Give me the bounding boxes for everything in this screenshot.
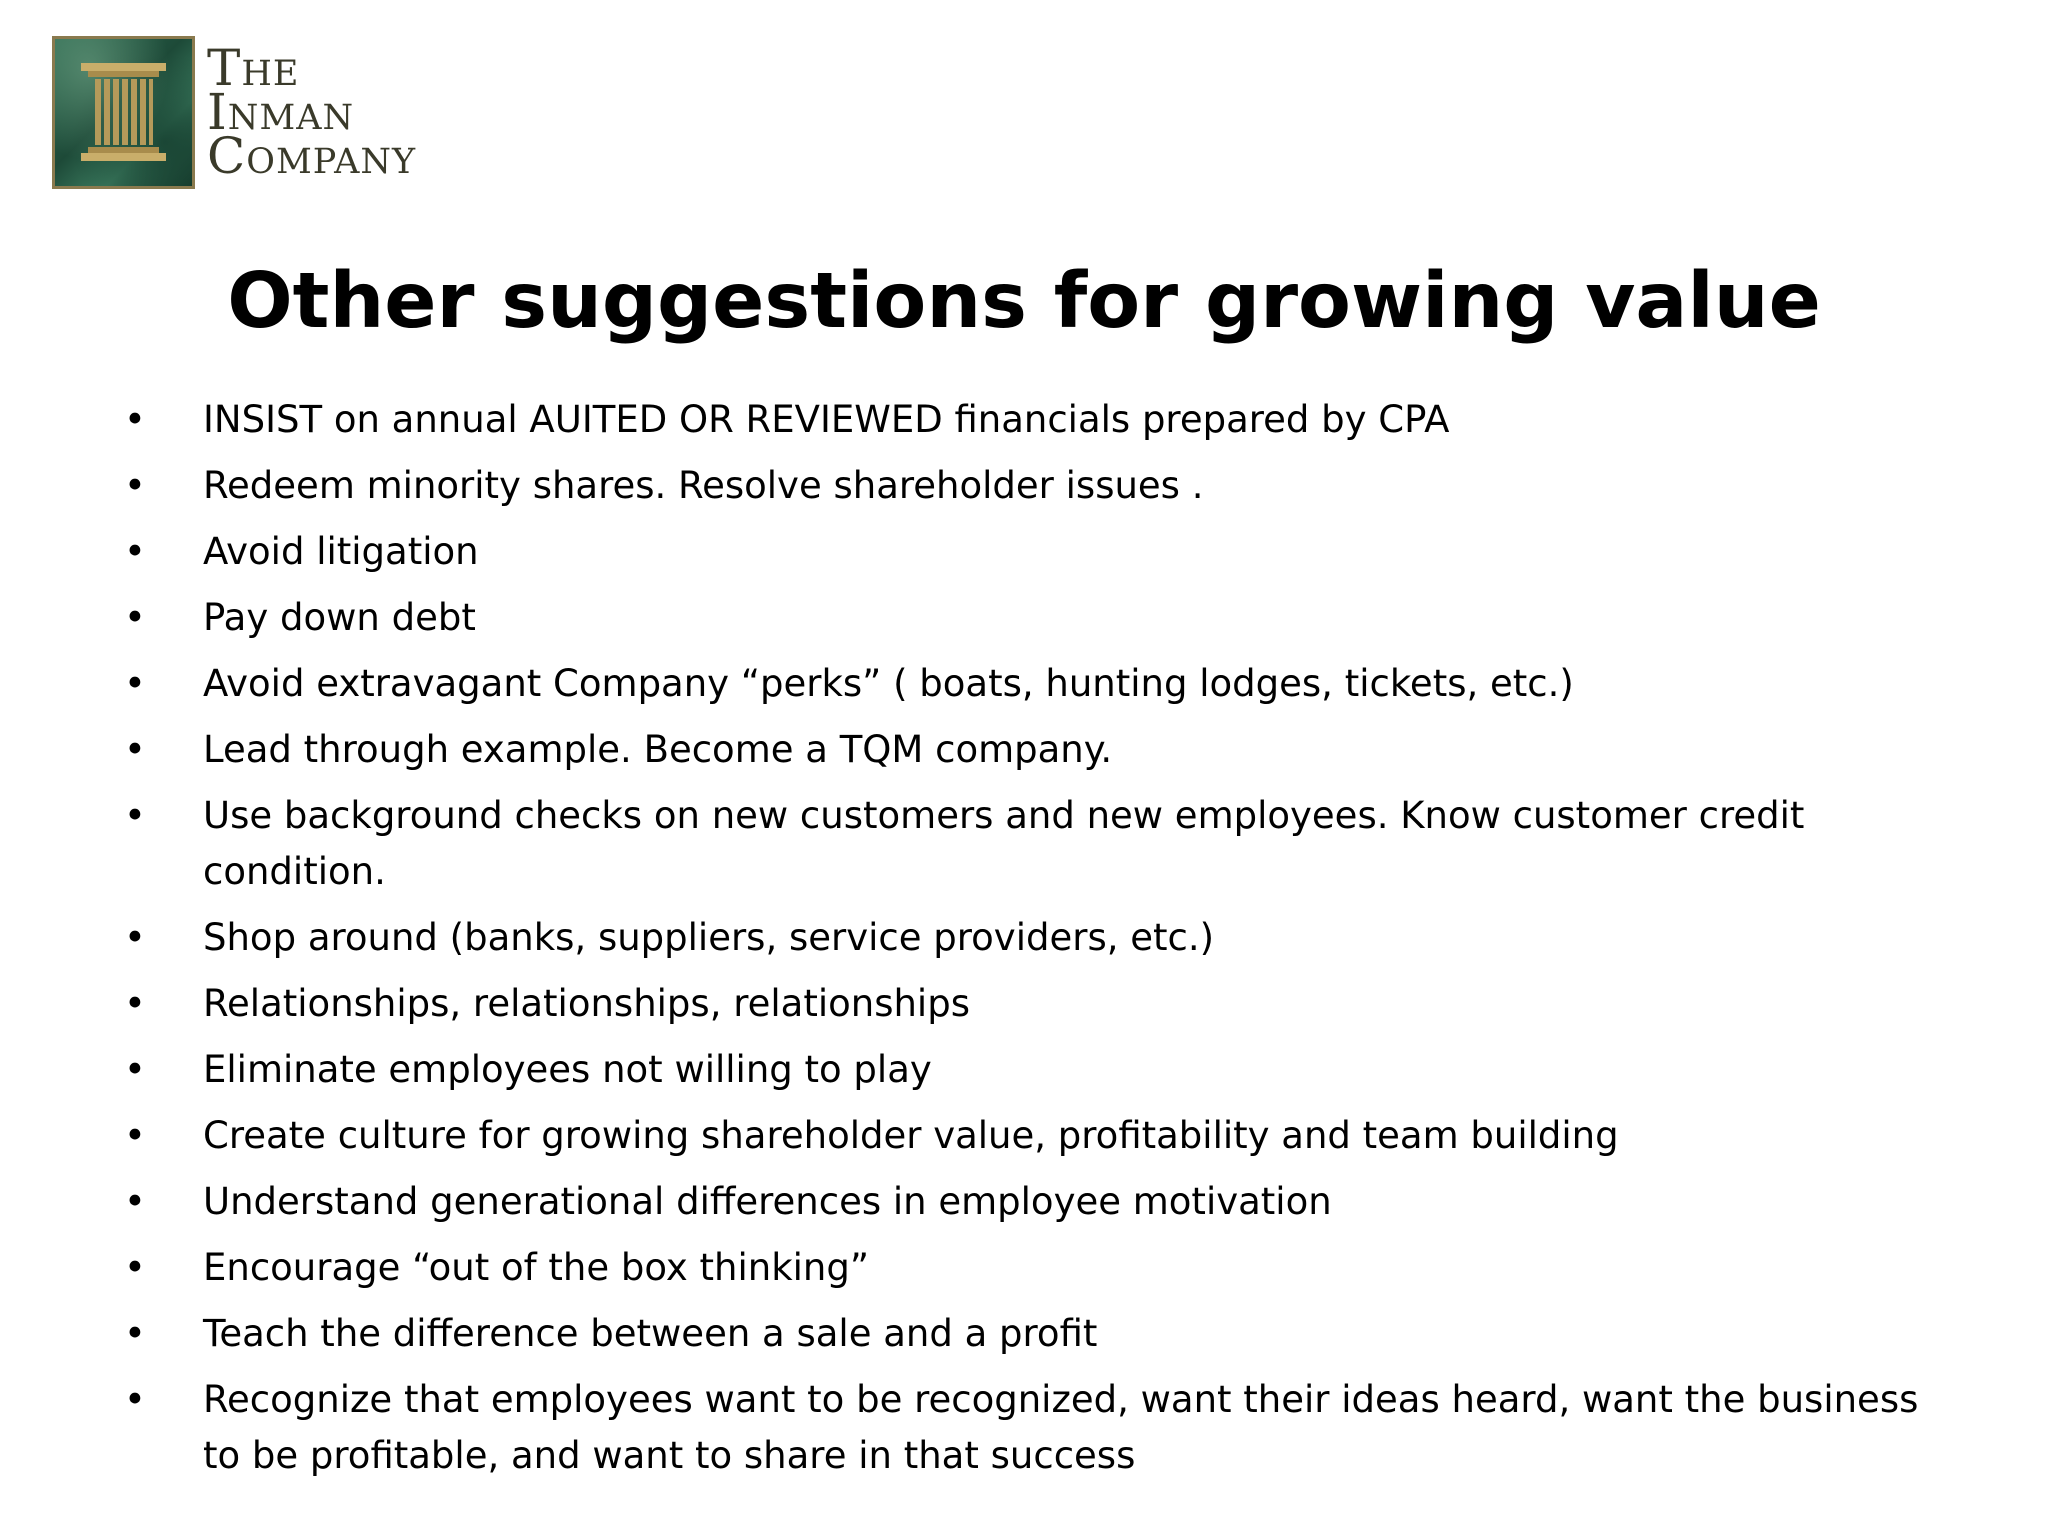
bullet-text: Teach the difference between a sale and a profit: [203, 1312, 1098, 1355]
bullet-icon: •: [124, 1378, 146, 1421]
bullet-text: Redeem minority shares. Resolve shareholder issues .: [203, 464, 1204, 507]
bullet-text: Eliminate employees not willing to play: [203, 1048, 932, 1091]
bullet-icon: •: [124, 1180, 146, 1223]
list-item: [0, 1042, 2048, 1098]
bullet-icon: •: [124, 662, 146, 705]
bullet-icon: •: [124, 530, 146, 573]
logo-line-inman: Inman: [207, 83, 355, 141]
slide-title: Other suggestions for growing value: [227, 257, 1821, 346]
list-item: [0, 788, 2048, 900]
bullet-icon: •: [124, 1114, 146, 1157]
bullet-text: Understand generational differences in employee motivation: [203, 1180, 1332, 1223]
bullet-icon: •: [124, 728, 146, 771]
list-item: [0, 1240, 2048, 1296]
bullet-text: Relationships, relationships, relationships: [203, 982, 970, 1025]
logo-wordmark: [207, 39, 417, 185]
bullet-icon: •: [124, 1048, 146, 1091]
list-item: [0, 524, 2048, 580]
list-item: [0, 656, 2048, 712]
bullet-text: Recognize that employees want to be recognized, want their ideas heard, want the business to be profitable, and want to share in that success: [203, 1378, 1919, 1477]
bullet-list: [0, 392, 2048, 1494]
bullet-icon: •: [124, 794, 146, 837]
list-item: [0, 1306, 2048, 1362]
bullet-text: Create culture for growing shareholder value, profitability and team building: [203, 1114, 1619, 1157]
bullet-icon: •: [124, 1246, 146, 1289]
list-item: [0, 1108, 2048, 1164]
bullet-text: Avoid extravagant Company “perks” ( boats, hunting lodges, tickets, etc.): [203, 662, 1574, 705]
logo-line-the: The: [207, 39, 300, 97]
bullet-icon: •: [124, 596, 146, 639]
list-item: [0, 458, 2048, 514]
company-logo: [52, 34, 416, 190]
bullet-icon: •: [124, 464, 146, 507]
bullet-text: Use background checks on new customers and new employees. Know customer credit condition.: [203, 794, 1805, 893]
bullet-text: Avoid litigation: [203, 530, 479, 573]
bullet-text: Pay down debt: [203, 596, 476, 639]
bullet-icon: •: [124, 1312, 146, 1355]
list-item: [0, 910, 2048, 966]
bullet-text: Lead through example. Become a TQM company.: [203, 728, 1113, 771]
list-item: [0, 1372, 2048, 1484]
bullet-text: INSIST on annual AUITED OR REVIEWED financials prepared by CPA: [203, 398, 1450, 441]
bullet-icon: •: [124, 916, 146, 959]
bullet-text: Encourage “out of the box thinking”: [203, 1246, 870, 1289]
list-item: [0, 1174, 2048, 1230]
list-item: [0, 590, 2048, 646]
list-item: [0, 392, 2048, 448]
list-item: [0, 976, 2048, 1032]
bullet-icon: •: [124, 398, 146, 441]
bullet-icon: •: [124, 982, 146, 1025]
logo-line-company: Company: [207, 127, 417, 185]
list-item: [0, 722, 2048, 778]
bullet-text: Shop around (banks, suppliers, service providers, etc.): [203, 916, 1215, 959]
column-icon: [52, 36, 195, 189]
